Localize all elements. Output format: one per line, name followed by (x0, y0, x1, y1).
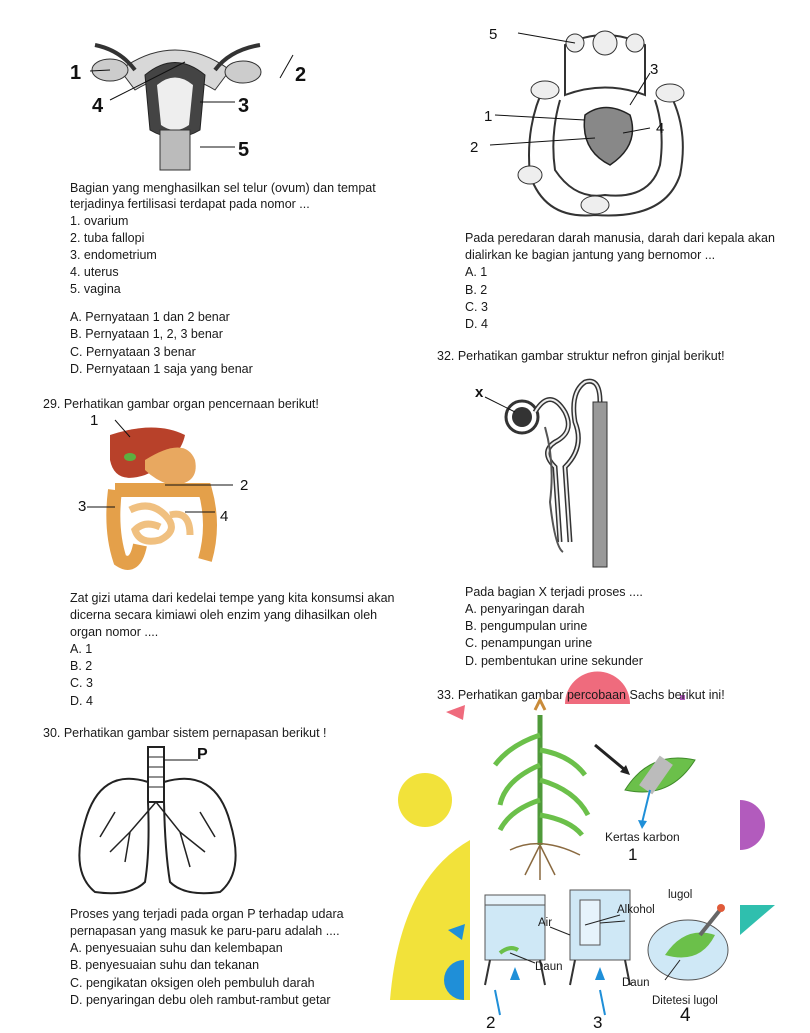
q33-label-4: 4 (680, 1005, 691, 1026)
q29-stem-line1: Zat gizi utama dari kedelai tempe yang kita konsumsi akan (70, 591, 395, 605)
q29-label-3: 3 (78, 498, 87, 515)
q31-label-3: 3 (650, 61, 659, 78)
q31-label-4: 4 (656, 120, 665, 137)
q33-label-2: 2 (486, 1013, 496, 1032)
q32-label-x: x (475, 384, 484, 401)
q28-list-item: 1. ovarium (70, 214, 129, 228)
q28-option-d[interactable]: D. Pernyataan 1 saja yang benar (70, 362, 253, 376)
q30-option-c[interactable]: C. pengikatan oksigen oleh pembuluh darah (70, 976, 315, 990)
q28-option-b[interactable]: B. Pernyataan 1, 2, 3 benar (70, 327, 223, 341)
q28-list-item: 2. tuba fallopi (70, 231, 145, 245)
q28-label-4: 4 (92, 95, 104, 117)
q31-option-c[interactable]: C. 3 (465, 300, 488, 314)
q29-label-4: 4 (220, 508, 229, 525)
q29-option-b[interactable]: B. 2 (70, 659, 93, 673)
q29-option-a[interactable]: A. 1 (70, 642, 93, 656)
yellow-circle-decoration (398, 773, 452, 827)
q29-title: 29. Perhatikan gambar organ pencernaan berikut! (43, 397, 319, 411)
q31-label-1: 1 (484, 108, 493, 125)
q33-label-daun-1: Daun (535, 961, 563, 973)
q30-stem-line1: Proses yang terjadi pada organ P terhadap udara (70, 907, 344, 921)
q28-label-1: 1 (70, 62, 82, 84)
q33-label-lugol: lugol (668, 889, 693, 901)
q28-list-item: 4. uterus (70, 265, 119, 279)
q31-option-d[interactable]: D. 4 (465, 317, 488, 331)
q33-label-3: 3 (593, 1013, 603, 1032)
q28-label-2: 2 (295, 64, 307, 86)
q33-label-1: 1 (628, 845, 638, 864)
q28-option-c[interactable]: C. Pernyataan 3 benar (70, 345, 196, 359)
q29-stem-line3: organ nomor .... (70, 625, 159, 639)
q30-option-b[interactable]: B. penyesuaian suhu dan tekanan (70, 958, 260, 972)
q30-title: 30. Perhatikan gambar sistem pernapasan berikut ! (43, 726, 327, 740)
q30-option-a[interactable]: A. penyesuaian suhu dan kelembapan (70, 941, 283, 955)
q32-option-c[interactable]: C. penampungan urine (465, 636, 593, 650)
q32-stem: Pada bagian X terjadi proses .... (465, 585, 643, 599)
q33-label-alkohol: Alkohol (617, 904, 655, 916)
q33-label-daun-2: Daun (622, 977, 650, 989)
q33-title: 33. Perhatikan gambar percobaan Sachs berikut ini! (437, 688, 725, 702)
q32-option-a[interactable]: A. penyaringan darah (465, 602, 585, 616)
q33-label-kertas-karbon: Kertas karbon (605, 830, 680, 844)
q31-stem-line2: dialirkan ke bagian jantung yang bernomor ... (465, 248, 716, 262)
q32-option-d[interactable]: D. pembentukan urine sekunder (465, 654, 643, 668)
q30-option-d[interactable]: D. penyaringan debu oleh rambut-rambut getar (70, 993, 331, 1007)
q31-label-2: 2 (470, 139, 479, 156)
q31-stem-line1: Pada peredaran darah manusia, darah dari kepala akan (465, 231, 775, 245)
q29-label-2: 2 (240, 477, 249, 494)
q28-list-item: 3. endometrium (70, 248, 157, 262)
q28-label-3: 3 (238, 95, 250, 117)
pink-triangle-decoration (446, 705, 465, 720)
q32-option-b[interactable]: B. pengumpulan urine (465, 619, 588, 633)
q32-title: 32. Perhatikan gambar struktur nefron ginjal berikut! (437, 349, 725, 363)
q33-label-air: Air (538, 917, 553, 929)
q29-label-1: 1 (90, 412, 99, 429)
respiratory-system-diagram (70, 742, 250, 902)
q28-stem-line1: Bagian yang menghasilkan sel telur (ovum) dan tempat (70, 181, 376, 195)
nephron-diagram (475, 372, 615, 572)
q28-stem-line2: terjadinya fertilisasi terdapat pada nomor ... (70, 197, 310, 211)
q33-label-ditetesi-lugol: Ditetesi lugol (652, 995, 718, 1007)
q31-label-5: 5 (489, 26, 498, 43)
digestive-organs-diagram (75, 415, 295, 575)
q30-stem-line2: pernapasan yang masuk ke paru-paru adalah .... (70, 924, 340, 938)
q31-option-a[interactable]: A. 1 (465, 265, 488, 279)
q30-label-p: P (197, 746, 208, 763)
q31-option-b[interactable]: B. 2 (465, 283, 488, 297)
q28-label-5: 5 (238, 139, 250, 161)
circulatory-system-diagram (505, 25, 705, 225)
q28-option-a[interactable]: A. Pernyataan 1 dan 2 benar (70, 310, 230, 324)
q28-list-item: 5. vagina (70, 282, 121, 296)
q29-stem-line2: dicerna secara kimiawi oleh enzim yang dihasilkan oleh (70, 608, 378, 622)
q29-option-c[interactable]: C. 3 (70, 676, 93, 690)
q29-option-d[interactable]: D. 4 (70, 694, 93, 708)
